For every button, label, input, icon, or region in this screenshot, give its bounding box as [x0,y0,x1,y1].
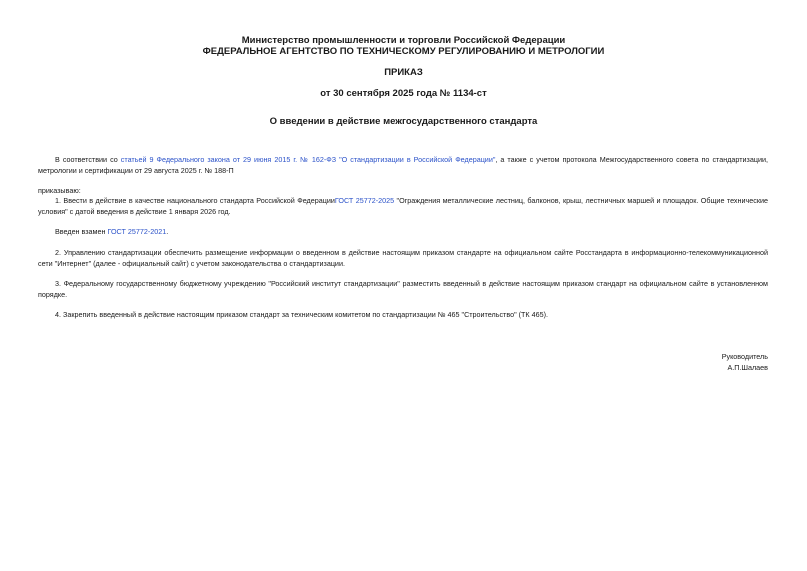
old-standard-link[interactable]: ГОСТ 25772-2021 [107,227,167,236]
signature-title: Руководитель [721,352,768,361]
item-3-paragraph: 3. Федеральному государственному бюджетному учреждению "Российский институт стандартизации" разместить введенный в действие настоящим приказом стандарт на официальном сайте в установленном порядке. [38,279,768,299]
item-1-suffix: "Ограждения металлические лестниц, балконов, крыш, лестничных маршей и площадок. Общие технические условия" с датой введения в действие 1 января 2026 год. [38,196,768,216]
document-date-number: от 30 сентября 2025 года № 1134-ст [320,88,487,99]
replaced-suffix: . [166,227,169,236]
document-subject: О введении в действие межгосударственного стандарта [269,116,538,127]
order-word: приказываю: [38,186,81,195]
basis-suffix: , а также с учетом протокола Межгосударственного совета по стандартизации, метрологии и сертификации от 29 августа 2025 г. № 188-П [38,155,768,175]
document-type: ПРИКАЗ [384,67,423,78]
item-2-paragraph: 2. Управлению стандартизации обеспечить размещение информации о введенном в действие настоящим приказом стандарте на официальном сайте Росстандарта в информационно-телекоммуникационной сети "Интернет" (далее - официальный сайт) с учетом законодательства о стандартизации. [38,248,768,268]
basis-prefix: В соответствии со [55,155,121,164]
replaced-paragraph [38,227,768,238]
item-4-paragraph: 4. Закрепить введенный в действие настоящим приказом стандарт за техническим комитетом по стандартизации № 465 "Строительство" (ТК 465). [55,310,548,319]
law-link[interactable]: статьей 9 Федерального закона от 29 июня 2015 г. № 162-ФЗ "О стандартизации в Российской Федерации" [120,155,496,164]
standard-link[interactable]: ГОСТ 25772-2025 [334,196,395,205]
replaced-prefix: Введен взамен [55,227,108,236]
ministry-name: Министерство промышленности и торговли Российской Федерации [241,35,566,46]
item-1-paragraph [38,196,768,217]
agency-name: ФЕДЕРАЛЬНОЕ АГЕНТСТВО ПО ТЕХНИЧЕСКОМУ РЕГУЛИРОВАНИЮ И МЕТРОЛОГИИ [202,46,605,57]
basis-paragraph [38,155,768,176]
signature-name: А.П.Шалаев [727,363,768,372]
item-1-prefix: 1. Ввести в действие в качестве национального стандарта Российской Федерации [55,196,335,205]
